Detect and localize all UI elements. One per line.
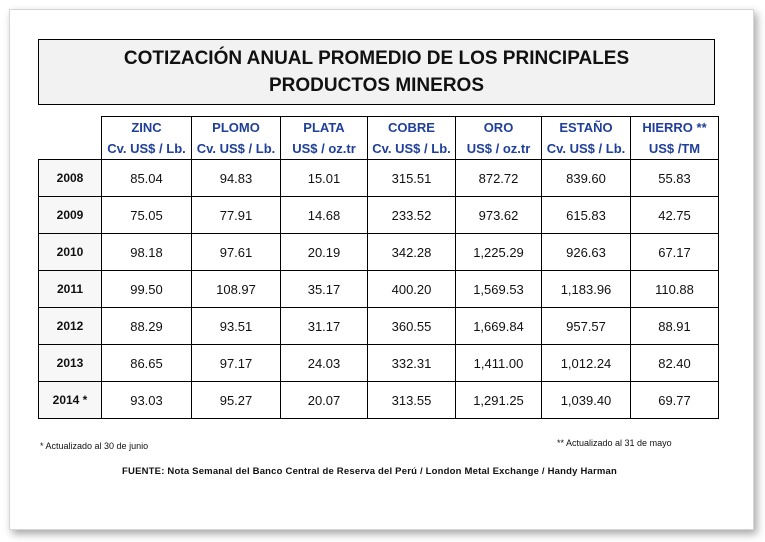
col-name-hierro: HIERRO **: [631, 117, 719, 139]
corner-cell: [39, 117, 102, 139]
value-cell: 839.60: [542, 160, 631, 197]
table-row: [39, 345, 719, 382]
year-cell: 2014 *: [39, 382, 102, 419]
value-cell: 1,291.25: [456, 382, 542, 419]
col-unit-oro: US$ / oz.tr: [456, 138, 542, 160]
value-cell: 342.28: [368, 234, 456, 271]
year-cell: 2009: [39, 197, 102, 234]
year-cell: 2008: [39, 160, 102, 197]
header-name-row: [39, 117, 719, 139]
value-cell: 360.55: [368, 308, 456, 345]
table-title-text: COTIZACIÓN ANUAL PROMEDIO DE LOS PRINCIPALES PRODUCTOS MINEROS: [123, 48, 630, 96]
col-unit-plomo: Cv. US$ / Lb.: [192, 138, 281, 160]
value-cell: 15.01: [281, 160, 368, 197]
value-cell: 98.18: [102, 234, 192, 271]
value-cell: 1,411.00: [456, 345, 542, 382]
table-title: [38, 39, 715, 105]
value-cell: 93.03: [102, 382, 192, 419]
year-cell: 2012: [39, 308, 102, 345]
value-cell: 1,039.40: [542, 382, 631, 419]
table-row: [39, 160, 719, 197]
value-cell: 400.20: [368, 271, 456, 308]
col-unit-cobre: Cv. US$ / Lb.: [368, 138, 456, 160]
value-cell: 85.04: [102, 160, 192, 197]
value-cell: 233.52: [368, 197, 456, 234]
value-cell: 86.65: [102, 345, 192, 382]
year-cell: 2013: [39, 345, 102, 382]
footnote-left: * Actualizado al 30 de junio: [40, 441, 149, 451]
table-row: [39, 308, 719, 345]
value-cell: 20.07: [281, 382, 368, 419]
value-cell: 926.63: [542, 234, 631, 271]
value-cell: 24.03: [281, 345, 368, 382]
value-cell: 55.83: [631, 160, 719, 197]
value-cell: 94.83: [192, 160, 281, 197]
header-unit-row: [39, 138, 719, 160]
col-unit-plata: US$ / oz.tr: [281, 138, 368, 160]
value-cell: 20.19: [281, 234, 368, 271]
col-unit-estano: Cv. US$ / Lb.: [542, 138, 631, 160]
value-cell: 82.40: [631, 345, 719, 382]
col-name-zinc: ZINC: [102, 117, 192, 139]
value-cell: 615.83: [542, 197, 631, 234]
value-cell: 31.17: [281, 308, 368, 345]
value-cell: 14.68: [281, 197, 368, 234]
table-row: [39, 197, 719, 234]
col-name-oro: ORO: [456, 117, 542, 139]
value-cell: 1,669.84: [456, 308, 542, 345]
corner-cell-lower: [39, 138, 102, 160]
value-cell: 88.91: [631, 308, 719, 345]
year-cell: 2010: [39, 234, 102, 271]
value-cell: 1,012.24: [542, 345, 631, 382]
value-cell: 957.57: [542, 308, 631, 345]
value-cell: 69.77: [631, 382, 719, 419]
value-cell: 973.62: [456, 197, 542, 234]
value-cell: 93.51: [192, 308, 281, 345]
value-cell: 313.55: [368, 382, 456, 419]
value-cell: 872.72: [456, 160, 542, 197]
table-row: [39, 234, 719, 271]
table-body: [39, 160, 719, 419]
value-cell: 75.05: [102, 197, 192, 234]
value-cell: 88.29: [102, 308, 192, 345]
value-cell: 1,183.96: [542, 271, 631, 308]
value-cell: 1,569.53: [456, 271, 542, 308]
col-unit-hierro: US$ /TM: [631, 138, 719, 160]
col-unit-zinc: Cv. US$ / Lb.: [102, 138, 192, 160]
value-cell: 35.17: [281, 271, 368, 308]
value-cell: 110.88: [631, 271, 719, 308]
value-cell: 95.27: [192, 382, 281, 419]
col-name-plomo: PLOMO: [192, 117, 281, 139]
value-cell: 99.50: [102, 271, 192, 308]
value-cell: 67.17: [631, 234, 719, 271]
footnote-right: ** Actualizado al 31 de mayo: [557, 438, 672, 448]
source-note: FUENTE: Nota Semanal del Banco Central de Reserva del Perú / London Metal Exchange / Handy Harman: [122, 466, 618, 477]
value-cell: 1,225.29: [456, 234, 542, 271]
value-cell: 315.51: [368, 160, 456, 197]
value-cell: 97.17: [192, 345, 281, 382]
col-name-plata: PLATA: [281, 117, 368, 139]
value-cell: 77.91: [192, 197, 281, 234]
table-row: [39, 271, 719, 308]
value-cell: 97.61: [192, 234, 281, 271]
prices-table: [38, 116, 719, 419]
col-name-cobre: COBRE: [368, 117, 456, 139]
value-cell: 332.31: [368, 345, 456, 382]
year-cell: 2011: [39, 271, 102, 308]
value-cell: 42.75: [631, 197, 719, 234]
table-row: [39, 382, 719, 419]
value-cell: 108.97: [192, 271, 281, 308]
col-name-estano: ESTAÑO: [542, 117, 631, 139]
